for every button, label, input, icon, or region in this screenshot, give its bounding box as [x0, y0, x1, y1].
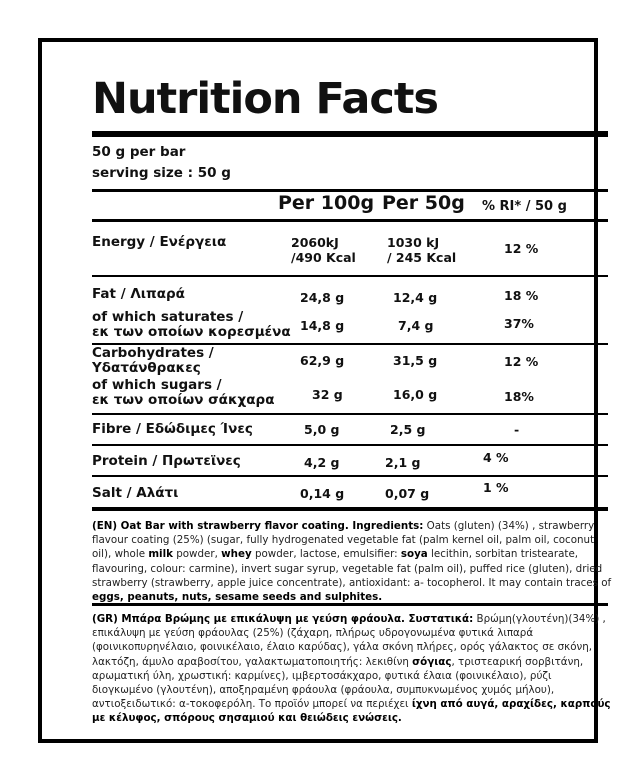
- row-carbs-per100: 62,9 g: [300, 353, 345, 368]
- row-fibre-per100: 5,0 g: [304, 422, 340, 437]
- row-sugars-per100: 32 g: [312, 387, 343, 402]
- energy-per50-kj: 1030 kJ: [387, 235, 440, 250]
- title-divider: [92, 131, 608, 137]
- row-fat-label: Fat / Λιπαρά: [92, 286, 185, 302]
- allergen-soya: soya: [400, 548, 428, 561]
- row-energy-label: Energy / Ενέργεια: [92, 234, 227, 250]
- row-salt-label: Salt / Αλάτι: [92, 485, 179, 501]
- row-saturates-ri: 37%: [504, 316, 534, 331]
- carbs-label-gr: Υδατάνθρακες: [92, 360, 201, 376]
- ingredients-gr: [92, 612, 612, 726]
- row-protein-label: Protein / Πρωτεϊνες: [92, 453, 241, 469]
- row-salt-per50: 0,07 g: [385, 486, 430, 501]
- row-carbs-per50: 31,5 g: [393, 353, 438, 368]
- row-sugars-ri: 18%: [504, 389, 534, 404]
- serving-info: [92, 142, 231, 184]
- allergen-milk: milk: [148, 548, 173, 561]
- header-divider: [92, 219, 608, 222]
- ingredients-en-text: powder,: [172, 548, 222, 561]
- sugars-label-gr: εκ των οποίων σάκχαρα: [92, 392, 275, 408]
- energy-divider: [92, 275, 608, 277]
- ingredients-en-text: powder, lactose, emulsifier:: [251, 548, 401, 561]
- row-sugars-label: [92, 378, 274, 408]
- row-fat-per100: 24,8 g: [300, 290, 345, 305]
- carbs-divider: [92, 413, 608, 415]
- saturates-label-en: of which saturates /: [92, 309, 244, 325]
- ingredients-gr-text: , τριστεαρική σορβιτάνη, αρωματική ύλη, χρωστική: καρμίνες), ιμβερτοσάκχαρο, φυτικά έλαια (φοινικέλαιο), ρύζι διογκωμένο (γλουτένη), αποξηραμένη φράουλα (φράουλα, συμπυκνωμένος χυμός μήλου), αντιοξειδωτικό: α-τοκοφερόλη. Το προϊόν μπορεί να περιέχει: [92, 655, 584, 711]
- ingredients-en: [92, 519, 612, 604]
- ingredients-en-text: Oats (gluten) (34%) , strawberry flavour coating (25%) (sugar, fully hydrogenated vegetable fat (palm kernel oil, palm oil, coconut oil), whole: [92, 520, 595, 561]
- allergen-traces-gr: ίχνη από αυγά, αραχίδες, καρπούς με κέλυφος, σπόρους σησαμιού και θειώδεις ενώσεις.: [92, 698, 611, 725]
- protein-divider: [92, 475, 608, 477]
- row-fibre-label: Fibre / Εδώδιμες Ίνες: [92, 421, 253, 437]
- row-carbs-label: [92, 346, 214, 376]
- row-saturates-per50: 7,4 g: [398, 318, 434, 333]
- serving-per-bar: 50 g per bar: [92, 144, 186, 160]
- column-header-per50: Per 50g: [382, 192, 465, 214]
- ingredients-gr-text: Βρώμη(γλουτένη)(34%) , επικάλυψη με γεύση φράουλας (25%) (ζάχαρη, πλήρως υδρογονωμένα φυτικά λιπαρά (φοινικοπυρηνέλαιο, φοινικέλαιο, έλαιο καρύδας), γάλα σκόνη πλήρες, ορός γάλακτος σε σκόνη, λακτόζη, άμυλο αραβοσίτου, γαλακτωματοποιητής: λεκιθίνη: [92, 613, 606, 668]
- row-fat-ri: 18 %: [504, 288, 539, 303]
- row-sugars-per50: 16,0 g: [393, 387, 438, 402]
- ingredients-en-text: lecithin, sorbitan tristearate, flavouring, colour: carmine), invert sugar syrup, vegetable fat (palm oil), puffed rice (gluten), dried strawberry (strawberry, apple juice concentrate), antioxidant: a- tocopherol. It may contain traces of: [92, 548, 612, 589]
- ingredients-en-heading: (EN) Oat Bar with strawberry flavor coating. Ingredients:: [92, 520, 424, 532]
- row-fat-per50: 12,4 g: [393, 290, 438, 305]
- energy-per100-kcal: /490 Kcal: [291, 250, 356, 265]
- column-header-per100: Per 100g: [278, 192, 375, 214]
- allergen-traces: eggs, peanuts, nuts, sesame seeds and sulphites.: [92, 591, 383, 604]
- energy-per50-kcal: / 245 Kcal: [387, 250, 457, 265]
- column-header-ri: % RI* / 50 g: [482, 199, 567, 214]
- row-protein-per100: 4,2 g: [304, 455, 340, 470]
- row-fibre-ri: -: [514, 422, 520, 437]
- row-salt-per100: 0,14 g: [300, 486, 345, 501]
- allergen-soya-gr: σόγιας: [412, 655, 452, 668]
- nutrients-bottom-divider: [92, 507, 608, 511]
- ingredients-divider: [92, 603, 608, 606]
- row-fibre-per50: 2,5 g: [390, 422, 426, 437]
- row-energy-per100: [291, 235, 356, 265]
- ingredients-gr-heading: (GR) Μπάρα Βρώμης με επικάλυψη με γεύση φράουλα. Συστατικά:: [92, 613, 474, 625]
- row-protein-ri: 4 %: [483, 450, 509, 465]
- nutrition-label: [38, 38, 612, 743]
- row-carbs-ri: 12 %: [504, 354, 539, 369]
- energy-per100-kj: 2060kJ: [291, 235, 339, 250]
- page-title: Nutrition Facts: [92, 74, 439, 124]
- saturates-label-gr: εκ των οποίων κορεσμένα: [92, 324, 291, 340]
- carbs-label-en: Carbohydrates /: [92, 345, 214, 361]
- row-saturates-per100: 14,8 g: [300, 318, 345, 333]
- row-energy-ri: 12 %: [504, 241, 539, 256]
- row-protein-per50: 2,1 g: [385, 455, 421, 470]
- row-saturates-label: [92, 310, 291, 340]
- fibre-divider: [92, 444, 608, 446]
- row-salt-ri: 1 %: [483, 480, 509, 495]
- allergen-whey: whey: [221, 548, 252, 561]
- sugars-label-en: of which sugars /: [92, 377, 222, 393]
- row-energy-per50: [387, 235, 456, 265]
- serving-size: serving size : 50 g: [92, 165, 231, 181]
